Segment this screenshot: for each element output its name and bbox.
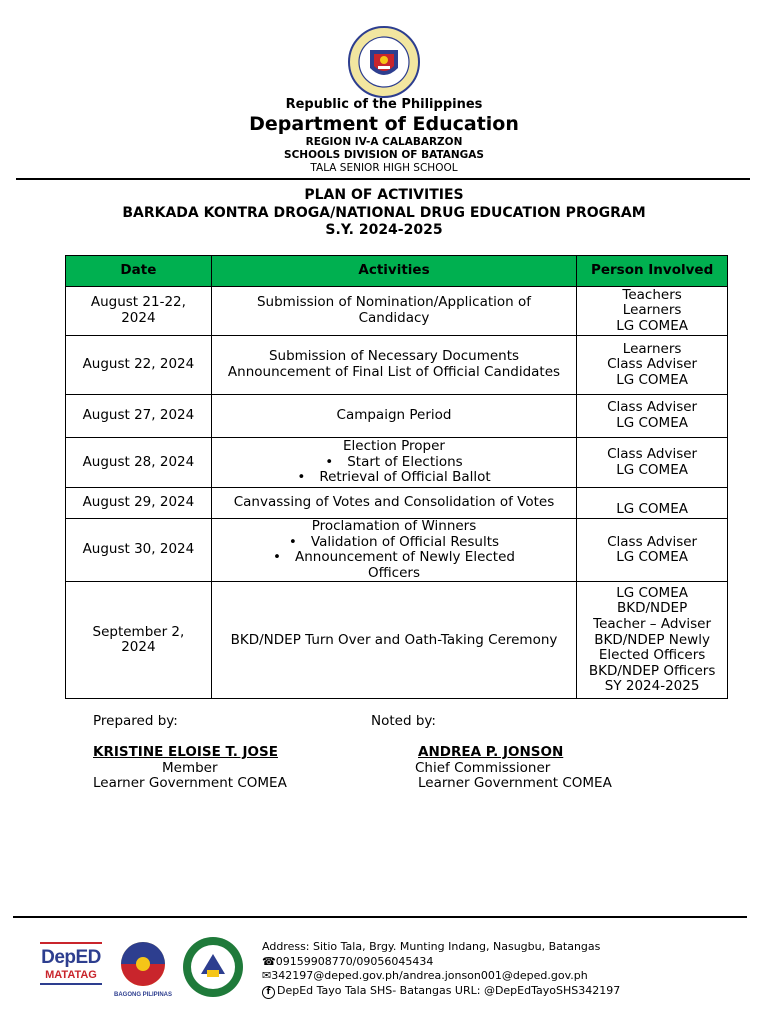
document-title — [0, 187, 768, 240]
person-line: Class Adviser — [607, 445, 698, 462]
noted-by-role: Chief Commissioner — [415, 760, 551, 776]
table-row — [66, 287, 728, 336]
table-row — [66, 519, 728, 582]
table-row — [66, 438, 728, 488]
noted-by-label: Noted by: — [371, 713, 436, 729]
activity-bullet: • Validation of Official Results — [215, 535, 573, 551]
date-cell — [66, 395, 212, 438]
person-line: BKD/NDEP — [616, 600, 688, 617]
activity-line: Announcement of Final List of Official Candidates — [227, 364, 561, 380]
activity-bullet: • Start of Elections — [215, 455, 573, 471]
person-line: BKD/NDEP Officers — [588, 662, 716, 679]
footer-facebook-row — [262, 984, 620, 999]
date-line: August 30, 2024 — [82, 541, 195, 558]
activities-cell — [211, 519, 576, 582]
person-line: LG COMEA — [616, 415, 688, 431]
date-line: August 29, 2024 — [82, 494, 195, 511]
activities-cell — [211, 336, 576, 395]
persons-cell — [577, 287, 728, 336]
date-line: 2024 — [121, 639, 156, 656]
person-line: LG COMEA — [616, 317, 688, 334]
person-line: LG COMEA — [616, 501, 688, 518]
footer-email-row — [262, 969, 620, 984]
deped-matatag-logo: DepED MATATAG — [40, 942, 102, 998]
bagong-pilipinas-logo: BAGONG PILIPINAS — [110, 938, 176, 1000]
footer-address: Address: Sitio Tala, Brgy. Munting Indang, Nasugbu, Batangas — [262, 940, 601, 953]
table-row — [66, 488, 728, 519]
email-icon: ✉ — [262, 969, 272, 982]
date-cell — [66, 488, 212, 519]
region-heading: REGION IV-A CALABARZON — [305, 136, 463, 148]
activity-line: Officers — [368, 564, 420, 581]
date-line: August 27, 2024 — [82, 407, 195, 424]
person-line: LG COMEA — [616, 371, 688, 388]
activity-line: Submission of Nomination/Application of — [256, 294, 532, 311]
activities-cell — [211, 287, 576, 336]
person-line: Class Adviser — [607, 533, 698, 550]
table-row — [66, 336, 728, 395]
persons-cell — [577, 519, 728, 582]
activity-bullet: • Announcement of Newly Elected — [215, 550, 573, 566]
republic-heading: Republic of the Philippines — [285, 97, 483, 112]
activities-table — [65, 255, 728, 699]
activity-line: Candidacy — [358, 310, 430, 326]
header-divider — [16, 178, 750, 180]
date-line: 2024 — [121, 310, 156, 326]
date-cell — [66, 519, 212, 582]
table-body — [66, 287, 728, 699]
date-cell — [66, 438, 212, 488]
footer-facebook: DepEd Tayo Tala SHS- Batangas URL: @DepEdTayoSHS342197 — [277, 983, 621, 997]
person-line: Learners — [622, 340, 682, 357]
tala-shs-school-logo — [182, 936, 244, 998]
date-cell — [66, 582, 212, 699]
noted-by-org: Learner Government COMEA — [418, 775, 612, 791]
footer-divider — [13, 916, 747, 918]
date-line: August 22, 2024 — [82, 356, 195, 373]
footer-contact — [262, 940, 620, 999]
prepared-by-role: Member — [162, 760, 218, 776]
persons-cell — [577, 582, 728, 699]
bagong-pilipinas-emblem — [110, 938, 176, 988]
activity-line: BKD/NDEP Turn Over and Oath-Taking Ceremony — [230, 631, 558, 648]
person-line: Class Adviser — [607, 356, 698, 373]
column-header-date: Date — [66, 256, 212, 287]
date-line: August 28, 2024 — [82, 453, 195, 470]
person-line: BKD/NDEP Newly — [594, 631, 710, 648]
person-line: Class Adviser — [607, 399, 698, 416]
division-heading: SCHOOLS DIVISION OF BATANGAS — [284, 149, 484, 161]
noted-by-name: ANDREA P. JONSON — [418, 744, 564, 760]
person-line: Elected Officers — [598, 647, 706, 664]
school-heading: TALA SENIOR HIGH SCHOOL — [310, 162, 458, 174]
activities-cell — [211, 395, 576, 438]
column-header-activities: Activities — [211, 256, 576, 287]
deped-seal-logo — [348, 26, 420, 98]
person-line: LG COMEA — [616, 549, 688, 566]
activity-bullet: • Retrieval of Official Ballot — [215, 470, 573, 486]
title-line-3: S.Y. 2024-2025 — [325, 222, 443, 238]
phone-icon: ☎ — [262, 954, 276, 968]
title-line-1: PLAN OF ACTIVITIES — [304, 187, 464, 203]
prepared-by-name: KRISTINE ELOISE T. JOSE — [93, 744, 278, 760]
table-header-row — [66, 256, 728, 287]
footer-phone-row — [262, 955, 620, 970]
department-heading: Department of Education — [249, 113, 519, 135]
persons-cell — [577, 488, 728, 519]
person-line: LG COMEA — [616, 461, 688, 478]
persons-cell — [577, 438, 728, 488]
table-row — [66, 395, 728, 438]
date-line: August 21-22, — [90, 294, 186, 311]
activity-line: Submission of Necessary Documents — [268, 348, 520, 365]
activities-cell — [211, 488, 576, 519]
footer-phone: 09159908770/09056045434 — [275, 954, 434, 968]
person-line: Learners — [622, 302, 682, 319]
facebook-icon: f — [262, 986, 275, 999]
person-line: LG COMEA — [616, 584, 688, 601]
footer-email: 342197@deped.gov.ph/andrea.jonson001@deped.gov.ph — [271, 969, 588, 982]
person-line: SY 2024-2025 — [604, 678, 700, 695]
date-cell — [66, 336, 212, 395]
activities-cell — [211, 438, 576, 488]
date-cell — [66, 287, 212, 336]
prepared-by-org: Learner Government COMEA — [93, 775, 287, 791]
activity-line: Canvassing of Votes and Consolidation of Votes — [233, 494, 555, 511]
activity-line: Election Proper — [342, 438, 445, 455]
prepared-by-label: Prepared by: — [93, 713, 178, 729]
column-header-persons: Person Involved — [577, 256, 728, 287]
persons-cell — [577, 395, 728, 438]
activity-line: Campaign Period — [336, 407, 452, 424]
title-line-2: BARKADA KONTRA DROGA/NATIONAL DRUG EDUCATION PROGRAM — [122, 204, 646, 221]
date-line: September 2, — [92, 623, 185, 640]
person-line: Teacher – Adviser — [593, 615, 712, 632]
persons-cell — [577, 336, 728, 395]
table-row — [66, 582, 728, 699]
activity-line: Proclamation of Winners — [311, 518, 477, 534]
activities-cell — [211, 582, 576, 699]
person-line: Teachers — [622, 286, 682, 303]
